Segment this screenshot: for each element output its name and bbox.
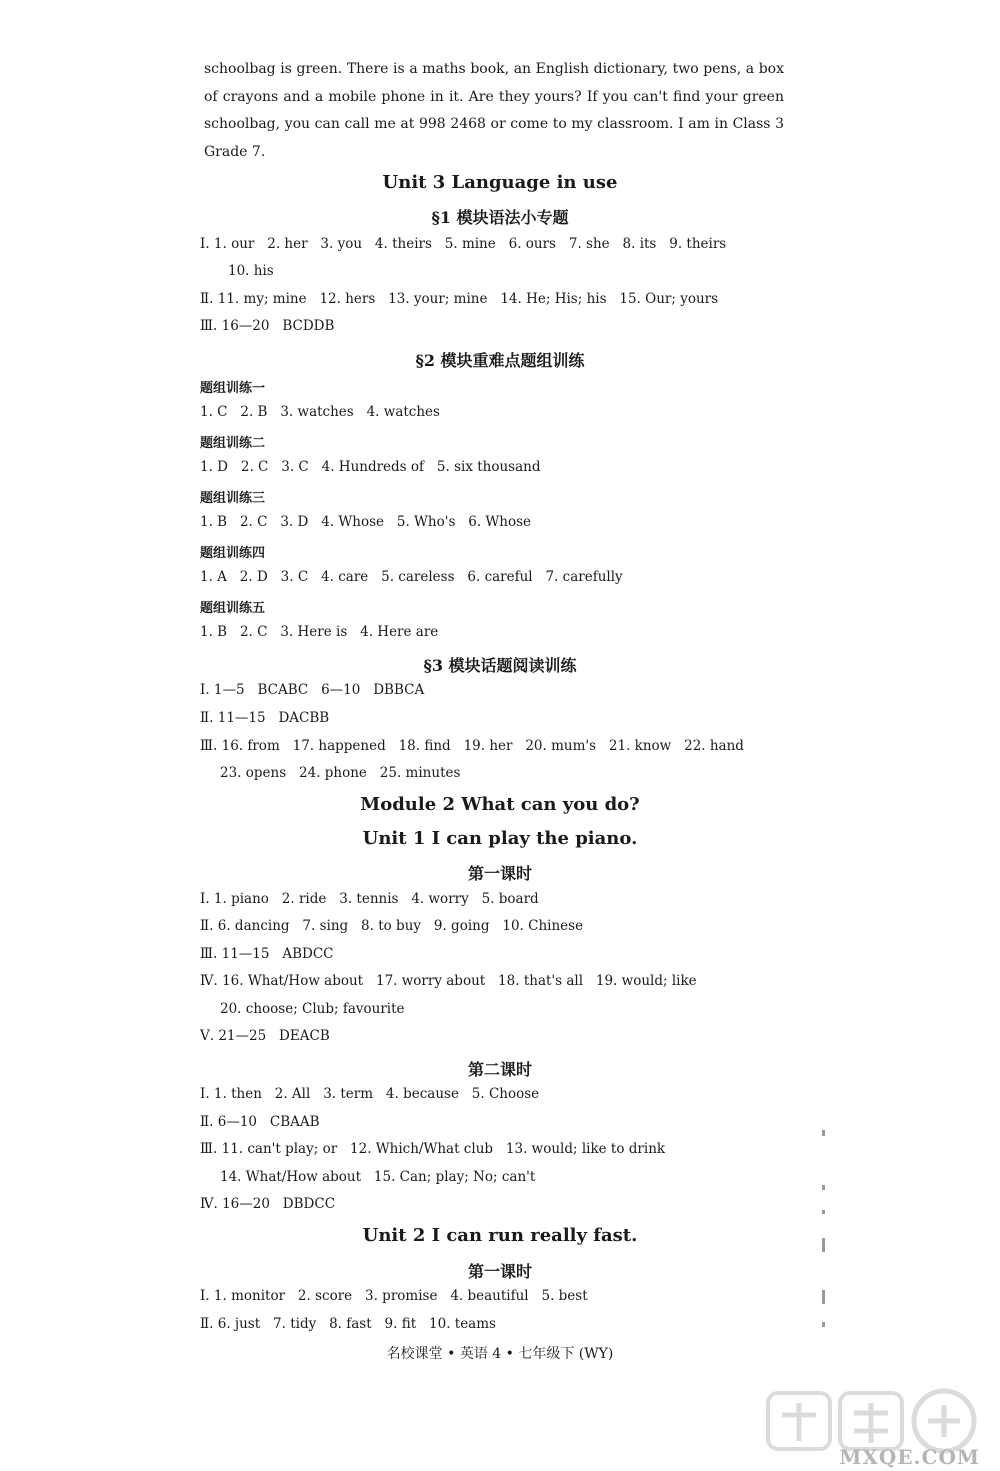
margin-mark — [822, 1290, 825, 1304]
group-label: 题组训练一 — [200, 381, 266, 396]
group-label: 题组训练二 — [200, 436, 266, 451]
answer-line: Ⅲ. 11—15 ABDCC — [200, 946, 334, 962]
lesson-title: 第一课时 — [467, 864, 532, 883]
answer-line: Ⅱ. 6—10 CBAAB — [200, 1114, 320, 1130]
answer-line: Ⅰ. 1. piano 2. ride 3. tennis 4. worry 5. board — [200, 891, 539, 907]
answer-line: Ⅴ. 21—25 DEACB — [200, 1028, 330, 1044]
margin-mark — [822, 1322, 825, 1327]
answer-line: Ⅱ. 11. my; mine 12. hers 13. your; mine 14. He; His; his 15. Our; yours — [200, 291, 719, 307]
answer-line: 1. C 2. B 3. watches 4. watches — [200, 404, 440, 420]
group-label: 题组训练三 — [200, 491, 266, 506]
answer-line: 1. B 2. C 3. D 4. Whose 5. Who's 6. Whose — [200, 514, 532, 530]
answer-line: Ⅲ. 16. from 17. happened 18. find 19. her 20. mum's 21. know 22. hand — [200, 738, 744, 754]
unit1-title: Unit 1 I can play the piano. — [362, 828, 638, 849]
intro-paragraph: schoolbag is green. There is a maths book, an English dictionary, two pens, a box of crayons and a mobile phone in it. Are they yours? If you can't find your green schoolbag, you can call me at 998 2468 or come to my classroom. I am in Class 3 Grade 7. — [204, 61, 784, 160]
answer-line: Ⅱ. 6. just 7. tidy 8. fast 9. fit 10. teams — [200, 1316, 496, 1332]
group-label: 题组训练五 — [200, 601, 266, 616]
margin-mark — [822, 1130, 825, 1136]
answer-line: 23. opens 24. phone 25. minutes — [220, 765, 461, 781]
answer-line: Ⅰ. 1. then 2. All 3. term 4. because 5. Choose — [200, 1086, 540, 1102]
answer-line: Ⅲ. 11. can't play; or 12. Which/What club 13. would; like to drink — [200, 1141, 666, 1157]
group-label: 题组训练四 — [200, 546, 266, 561]
margin-mark — [822, 1238, 825, 1252]
answer-line: Ⅳ. 16—20 DBDCC — [200, 1196, 336, 1212]
answer-line: 1. B 2. C 3. Here is 4. Here are — [200, 624, 439, 640]
section2-title: §2 模块重难点题组训练 — [415, 351, 585, 370]
unit3-title: Unit 3 Language in use — [382, 172, 618, 193]
answer-line: 14. What/How about 15. Can; play; No; can't — [220, 1169, 536, 1185]
answer-line: 1. D 2. C 3. C 4. Hundreds of 5. six thousand — [200, 459, 541, 475]
section3-title: §3 模块话题阅读训练 — [423, 656, 577, 675]
answer-line: Ⅲ. 16—20 BCDDB — [200, 318, 335, 334]
answer-line: 1. A 2. D 3. C 4. care 5. careless 6. careful 7. carefully — [200, 569, 623, 585]
lesson-title: 第二课时 — [467, 1060, 532, 1079]
margin-mark — [822, 1210, 825, 1214]
unit2-title: Unit 2 I can run really fast. — [362, 1225, 638, 1246]
answer-line: Ⅰ. 1. monitor 2. score 3. promise 4. beautiful 5. best — [200, 1288, 588, 1304]
answer-line: Ⅳ. 16. What/How about 17. worry about 18. that's all 19. would; like — [200, 973, 697, 989]
answer-line: 10. his — [228, 263, 274, 279]
watermark-text: MXQE.COM — [839, 1445, 980, 1469]
answer-line: Ⅱ. 6. dancing 7. sing 8. to buy 9. going 10. Chinese — [200, 918, 584, 934]
margin-mark — [822, 1185, 825, 1190]
answer-line: Ⅰ. 1—5 BCABC 6—10 DBBCA — [200, 682, 425, 698]
lesson-title: 第一课时 — [467, 1262, 532, 1281]
section1-title: §1 模块语法小专题 — [431, 208, 569, 227]
answer-line: Ⅰ. 1. our 2. her 3. you 4. theirs 5. mine 6. ours 7. she 8. its 9. theirs — [200, 236, 727, 252]
answer-line: Ⅱ. 11—15 DACBB — [200, 710, 330, 726]
answer-line: 20. choose; Club; favourite — [220, 1001, 405, 1017]
page-footer: 名校课堂 • 英语 4 • 七年级下 (WY) — [386, 1346, 614, 1362]
module2-title: Module 2 What can you do? — [360, 794, 640, 815]
